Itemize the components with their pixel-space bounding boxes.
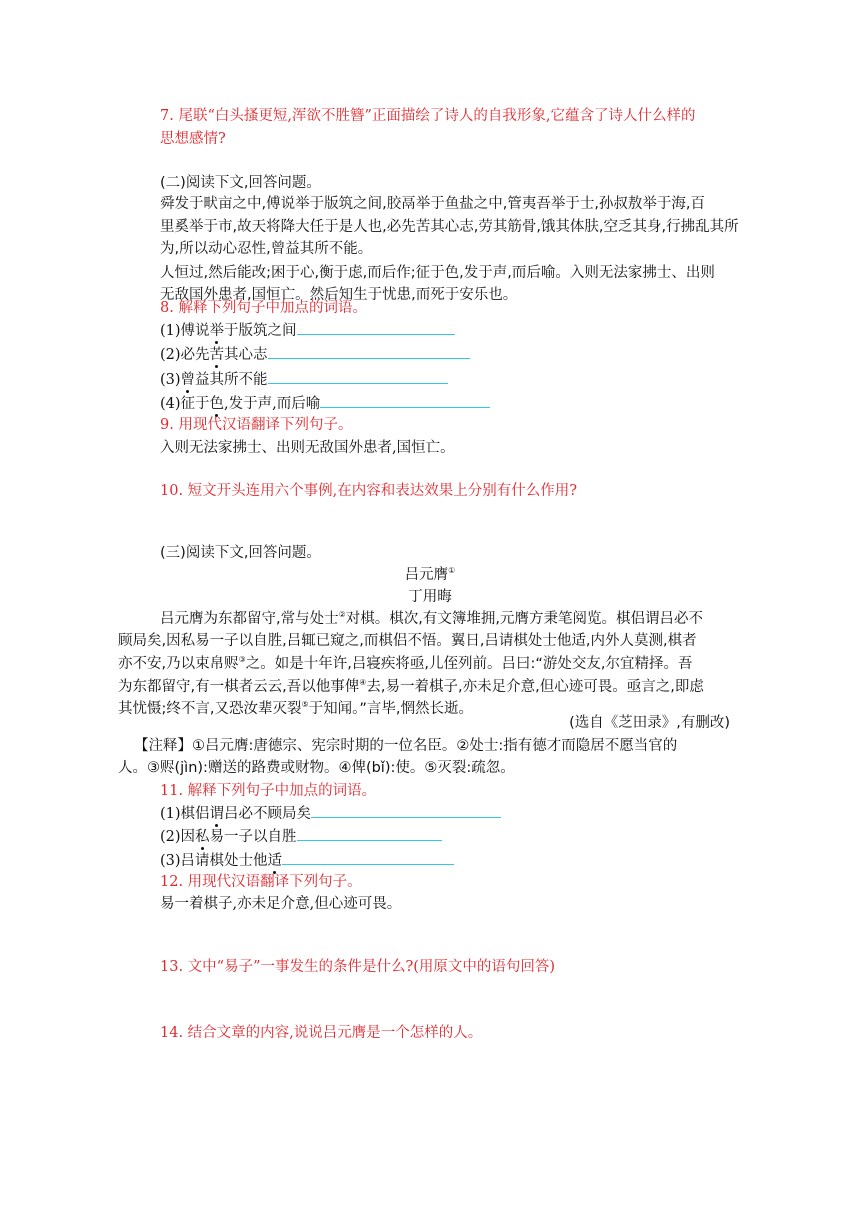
section3-heading: (三)阅读下文,回答问题。 (160, 545, 321, 561)
q9-title: 9. 用现代汉语翻译下列句子。 (160, 417, 353, 433)
q12-sentence: 易一着棋子,亦未足介意,但心迹可畏。 (160, 896, 402, 912)
q8-item (160, 320, 455, 342)
q8-item-text: 益其所不能 (195, 372, 268, 388)
q7-line1: 7. 尾联“白头搔更短,浑欲不胜簪”正面描绘了诗人的自我形象,它蕴含了诗人什么样的 (160, 108, 696, 124)
passage-line (118, 698, 473, 720)
q8-dotted-word: 举 (209, 323, 225, 339)
footnote-mark: ④ (359, 678, 367, 688)
q11-item-text: (1)棋侣 (160, 806, 210, 822)
answer-blank[interactable] (268, 344, 470, 359)
section2-p2-line: 人恒过,然后能改;困于心,衡于虑,而后作;征于色,发于声,而后喻。入则无法家拂士、出则 (160, 265, 715, 281)
q11-item-text: 吕必不顾局矣 (224, 806, 312, 822)
passage-author: 丁用晦 (408, 589, 452, 605)
q8-item-text: 其心志 (224, 347, 268, 363)
q11-item-text: 易一子以自胜 (209, 829, 297, 845)
passage-line: 顾局矣,因私易一子以自胜,吕辄已窥之,而棋侣不悟。翼日,吕请棋处士他适,内外人莫测,棋者 (118, 633, 697, 649)
q11-title: 11. 解释下列句子中加点的词语。 (160, 783, 377, 799)
q8-item-text: 于版筑之间 (224, 323, 297, 339)
section2-p1-line: 里奚举于市,故天将降大任于是人也,必先苦其心志,劳其筋骨,饿其体肤,空乏其身,行拂乱其所 (160, 219, 739, 235)
q11-item-text: (3)吕请棋处士他 (160, 853, 268, 869)
q13: 13. 文中“易子”一事发生的条件是什么?(用原文中的语句回答) (160, 959, 556, 975)
footnote-mark: ② (338, 610, 346, 620)
passage-text: 亦不安,乃以束帛赆 (118, 656, 239, 672)
section2-p1-line: 舜发于畎亩之中,傅说举于版筑之间,胶鬲举于鱼盐之中,管夷吾举于士,孙叔敖举于海,百 (160, 196, 706, 212)
q14: 14. 结合文章的内容,说说吕元膺是一个怎样的人。 (160, 1025, 483, 1041)
passage-text: 于知闻。”言毕,惘然长逝。 (308, 701, 474, 717)
answer-blank[interactable] (297, 826, 442, 841)
passage-text: 对棋。棋次,有文簿堆拥,元膺方秉笔阅览。棋侣谓吕必不 (345, 611, 703, 627)
q8-item (160, 369, 448, 391)
footnote-mark: ③ (238, 655, 246, 665)
q8-dotted-word: 曾 (180, 372, 196, 388)
q8-title: 8. 解释下列句子中加点的词语。 (160, 300, 367, 316)
notes-line: 人。③赆(jìn):赠送的路费或财物。④俾(bǐ):使。⑤灭裂:疏忽。 (118, 760, 515, 776)
section2-p1-line: 为,所以动心忍性,曾益其所不能。 (160, 241, 373, 257)
q8-item (160, 344, 470, 366)
answer-blank[interactable] (297, 320, 455, 335)
passage-text: 为东都留守,有一棋者云云,吾以他事俾 (118, 679, 360, 695)
answer-blank[interactable] (320, 393, 490, 408)
q8-item-text: ,发于声,而后喻 (224, 396, 321, 412)
q11-dotted-word: 私 (195, 829, 210, 845)
section2-heading: (二)阅读下文,回答问题。 (160, 175, 321, 191)
q12-title: 12. 用现代汉语翻译下列句子。 (160, 874, 362, 890)
q11-dotted-word: 适 (267, 853, 283, 869)
answer-blank[interactable] (268, 369, 448, 384)
section2-p2-line: 无敌国外患者,国恒亡。然后知生于忧患,而死于安乐也。 (160, 287, 518, 303)
passage-text: 其忧慑;终不言,又恐汝辈灭裂 (118, 701, 302, 717)
q8-dotted-word: 色 (209, 396, 225, 412)
answer-blank[interactable] (311, 803, 501, 818)
footnote-mark: ① (448, 566, 456, 576)
footnote-mark: ⑤ (301, 700, 309, 710)
passage-source: (选自《芝田录》,有删改) (569, 715, 730, 731)
q11-item-text: (2)因 (160, 829, 196, 845)
q10: 10. 短文开头连用六个事例,在内容和表达效果上分别有什么作用? (160, 483, 578, 499)
passage-title (0, 564, 860, 586)
passage-line (160, 608, 703, 630)
passage-line (118, 676, 704, 698)
q11-item (160, 826, 442, 848)
passage-text: 吕元膺为东都留守,常与处士 (160, 611, 339, 627)
q9-sentence: 入则无法家拂士、出则无敌国外患者,国恒亡。 (160, 440, 455, 456)
q11-item (160, 850, 454, 872)
q8-item-text: (3) (160, 372, 181, 388)
q8-dotted-word: 苦 (209, 347, 225, 363)
answer-blank[interactable] (282, 850, 454, 865)
passage-text: 之。如是十年许,吕寝疾将亟,儿侄列前。吕曰:“游处交友,尔宜精择。吾 (245, 656, 693, 672)
q8-item-text: (2)必先 (160, 347, 210, 363)
q11-dotted-word: 谓 (209, 806, 225, 822)
q8-item-text: (1)傅说 (160, 323, 210, 339)
passage-line (118, 653, 693, 675)
q8-item (160, 393, 490, 415)
q11-item (160, 803, 501, 825)
notes-line: 【注释】①吕元膺:唐德宗、宪宗时期的一位名臣。②处士:指有德才而隐居不愿当官的 (134, 738, 678, 754)
q8-item-text: (4)征于 (160, 396, 210, 412)
passage-text: 去,易一着棋子,亦未足介意,但心迹可畏。亟言之,即虑 (366, 679, 704, 695)
q7-line2: 思想感情? (160, 131, 226, 147)
passage-title-text: 吕元膺 (404, 567, 449, 583)
